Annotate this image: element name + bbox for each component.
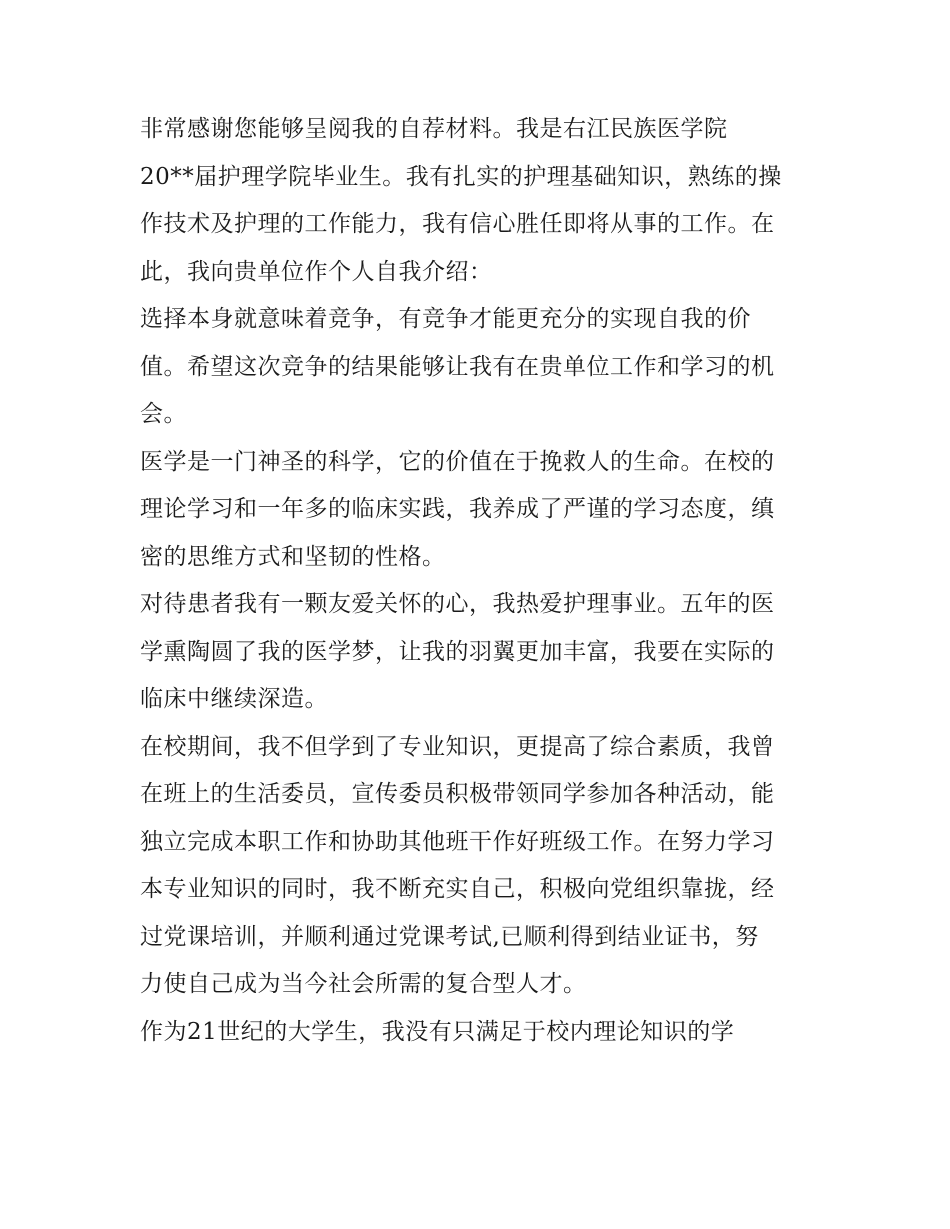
text-line: 20**届护理学院毕业生。我有扎实的护理基础知识，熟练的操 xyxy=(140,163,782,190)
text-line: 会。 xyxy=(140,401,187,427)
letter-body xyxy=(140,106,820,1056)
text-line: 非常感谢您能够呈阅我的自荐材料。我是右江民族医学院 xyxy=(140,116,728,142)
text-line: 医学是一门神圣的科学，它的价值在于挽救人的生命。在校的 xyxy=(140,448,775,475)
text-line: 对待患者我有一颗友爱关怀的心，我热爱护理事业。五年的医 xyxy=(140,591,775,617)
text-line: 临床中继续深造。 xyxy=(140,686,328,712)
text-line: 学熏陶圆了我的医学梦，让我的羽翼更加丰富，我要在实际的 xyxy=(140,638,775,665)
text-line: 作为21世纪的大学生，我没有只满足于校内理论知识的学 xyxy=(140,1018,735,1045)
text-line: 作技术及护理的工作能力，我有信心胜任即将从事的工作。在 xyxy=(140,211,775,237)
text-line: 密的思维方式和坚韧的性格。 xyxy=(140,543,446,570)
text-line: 独立完成本职工作和协助其他班干作好班级工作。在努力学习 xyxy=(140,828,775,855)
text-line: 本专业知识的同时，我不断充实自己，积极向党组织靠拢，经 xyxy=(140,876,775,902)
text-line: 力使自己成为当今社会所需的复合型人才。 xyxy=(140,971,587,997)
text-line: 选择本身就意味着竞争，有竞争才能更充分的实现自我的价 xyxy=(140,306,751,332)
text-line: 值。希望这次竞争的结果能够让我有在贵单位工作和学习的机 xyxy=(140,353,775,380)
text-line: 理论学习和一年多的临床实践，我养成了严谨的学习态度，缜 xyxy=(140,496,775,522)
text-line: 在校期间，我不但学到了专业知识，更提高了综合素质，我曾 xyxy=(140,733,775,760)
text-line: 在班上的生活委员，宣传委员积极带领同学参加各种活动，能 xyxy=(140,781,775,807)
text-line: 过党课培训，并顺利通过党课考试,已顺利得到结业证书，努 xyxy=(140,923,759,950)
text-line: 此，我向贵单位作个人自我介绍： xyxy=(140,258,493,285)
